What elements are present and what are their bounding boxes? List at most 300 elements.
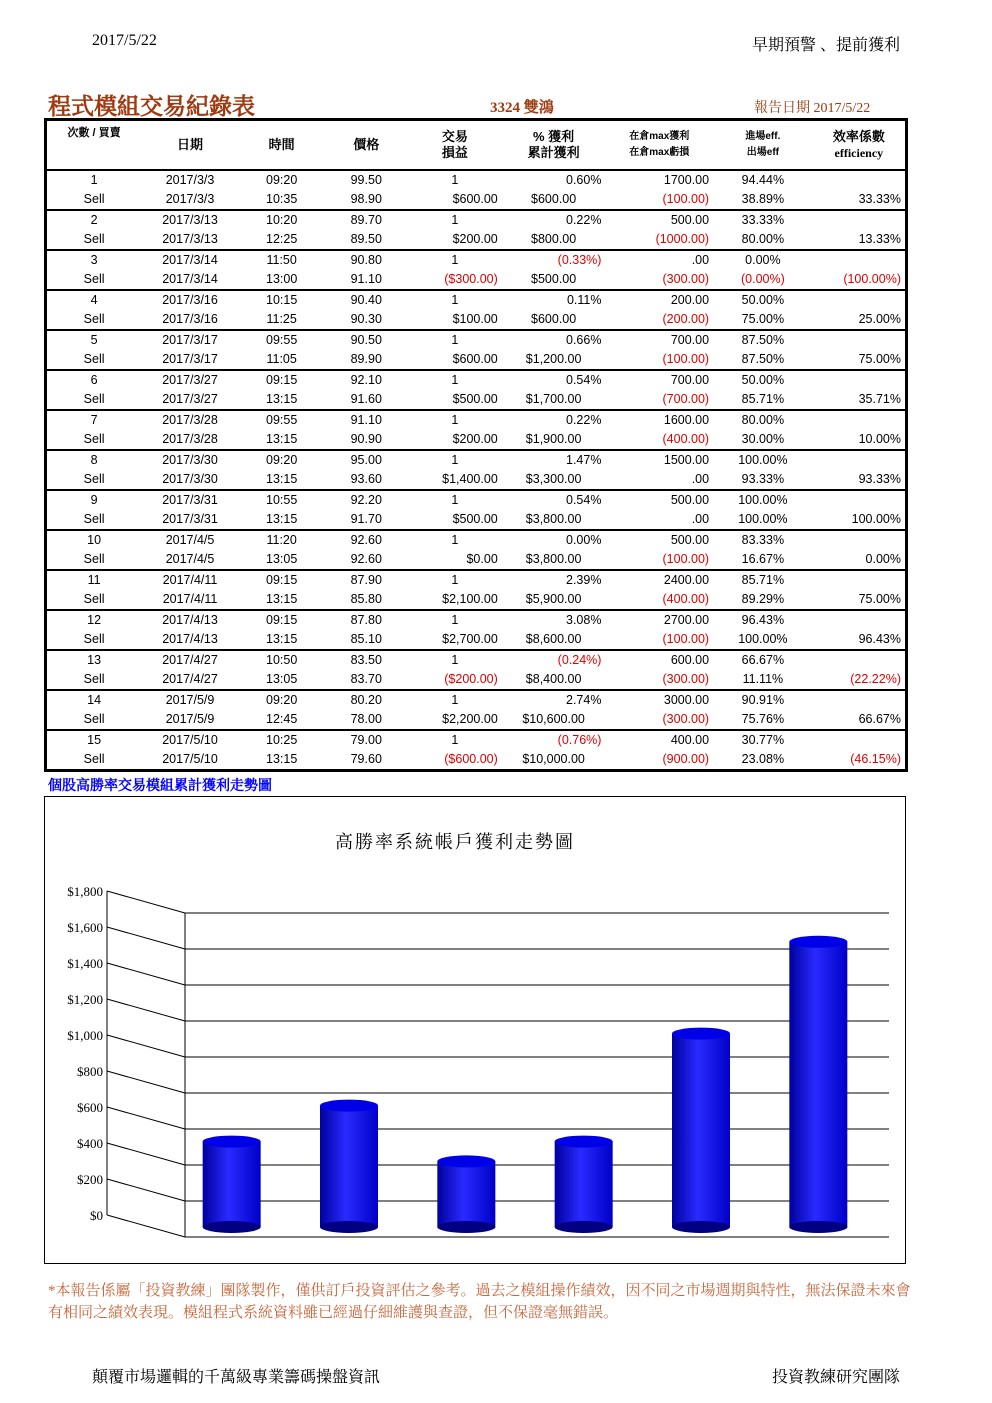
trade-pl: $2,100.00 — [442, 592, 498, 606]
exit-price: 90.90 — [350, 432, 382, 446]
grid-perspective-line — [107, 1107, 185, 1129]
trade-side: Sell — [83, 552, 105, 566]
trade-side: Sell — [83, 672, 105, 686]
exit-date: 2017/3/31 — [162, 512, 218, 526]
trade-side: Sell — [83, 272, 105, 286]
entry-price: 92.20 — [350, 493, 382, 507]
max-gain: 2400.00 — [663, 573, 710, 587]
table-row — [46, 350, 907, 370]
trade-no: 13 — [87, 653, 102, 667]
entry-price: 99.50 — [350, 173, 382, 187]
trade-no: 2 — [90, 213, 98, 227]
max-loss: (300.00) — [662, 272, 710, 286]
entry-date: 2017/4/5 — [165, 533, 215, 547]
entry-time: 10:15 — [266, 293, 298, 307]
entry-eff: 33.33% — [741, 213, 785, 227]
efficiency: (100.00%) — [843, 272, 901, 286]
grid-perspective-line — [107, 1143, 185, 1165]
grid-perspective-line — [107, 927, 185, 949]
profit-pct: 2.74% — [566, 693, 602, 707]
table-row — [46, 390, 907, 410]
max-gain: 500.00 — [670, 213, 710, 227]
y-tick-label: $200 — [77, 1172, 103, 1187]
max-loss: (300.00) — [662, 712, 710, 726]
trade-no: 9 — [90, 493, 98, 507]
exit-eff: (0.00%) — [740, 272, 785, 286]
efficiency: 10.00% — [858, 432, 901, 446]
entry-time: 09:20 — [266, 693, 298, 707]
max-loss: (900.00) — [662, 752, 710, 766]
exit-date: 2017/3/13 — [162, 232, 218, 246]
entry-price: 90.80 — [350, 253, 382, 267]
trade-no: 8 — [90, 453, 98, 467]
exit-eff: 85.71% — [741, 392, 785, 406]
trade-no: 3 — [90, 253, 98, 267]
entry-date: 2017/3/16 — [162, 293, 218, 307]
max-loss: .00 — [691, 512, 710, 526]
exit-time: 13:15 — [266, 632, 298, 646]
efficiency: 75.00% — [858, 352, 901, 366]
max-gain: 400.00 — [670, 733, 710, 747]
max-gain: 3000.00 — [663, 693, 710, 707]
exit-eff: 87.50% — [741, 352, 785, 366]
trade-no: 5 — [90, 333, 98, 347]
col-date: 日期 — [177, 137, 204, 152]
profit-pct: (0.33%) — [557, 253, 602, 267]
table-row — [46, 570, 907, 590]
entry-date: 2017/4/11 — [162, 573, 218, 587]
table-header — [46, 120, 907, 171]
entry-price: 83.50 — [350, 653, 382, 667]
exit-eff: 75.76% — [741, 712, 785, 726]
table-row — [46, 230, 907, 250]
trade-side: Sell — [83, 392, 105, 406]
table-row — [46, 550, 907, 570]
y-tick-label: $0 — [90, 1208, 103, 1223]
bar — [320, 1100, 378, 1233]
col-price: 價格 — [353, 137, 380, 152]
exit-date: 2017/3/27 — [162, 392, 218, 406]
efficiency: 100.00% — [851, 512, 901, 526]
chart-title: 高勝率系統帳戶獲利走勢圖 — [335, 832, 575, 853]
table-row — [46, 210, 907, 230]
entry-price: 95.00 — [350, 453, 382, 467]
exit-price: 85.80 — [350, 592, 382, 606]
profit-pct: 2.39% — [566, 573, 602, 587]
exit-eff: 100.00% — [738, 632, 788, 646]
exit-price: 89.50 — [350, 232, 382, 246]
table-row — [46, 190, 907, 210]
cumulative-profit: $3,800.00 — [525, 552, 582, 566]
exit-time: 13:15 — [266, 592, 298, 606]
entry-eff: 30.77% — [741, 733, 785, 747]
exit-eff: 100.00% — [738, 512, 788, 526]
grid-perspective-line — [107, 1071, 185, 1093]
trade-qty: 1 — [451, 733, 459, 747]
grid-perspective-line — [107, 1035, 185, 1057]
exit-time: 13:05 — [266, 672, 298, 686]
entry-date: 2017/3/13 — [162, 213, 218, 227]
exit-time: 12:25 — [266, 232, 298, 246]
exit-eff: 38.89% — [741, 192, 785, 206]
profit-pct: 0.22% — [566, 413, 602, 427]
y-tick-label: $1,800 — [67, 884, 103, 899]
trade-side: Sell — [83, 312, 105, 326]
efficiency: 96.43% — [858, 632, 901, 646]
profit-pct: 0.60% — [566, 173, 602, 187]
table-row — [46, 330, 907, 350]
max-gain: 1600.00 — [663, 413, 710, 427]
max-loss: (1000.00) — [655, 232, 710, 246]
trade-pl: $0.00 — [466, 552, 498, 566]
entry-time: 09:55 — [266, 413, 298, 427]
table-row — [46, 630, 907, 650]
y-tick-label: $400 — [77, 1136, 103, 1151]
entry-eff: 50.00% — [741, 293, 785, 307]
entry-eff: 83.33% — [741, 533, 785, 547]
report-date: 報告日期 2017/5/22 — [754, 101, 871, 116]
cumulative-profit: $1,200.00 — [525, 352, 582, 366]
grid-perspective-line — [107, 1215, 185, 1237]
trade-qty: 1 — [451, 613, 459, 627]
exit-price: 91.70 — [350, 512, 382, 526]
max-gain: 500.00 — [670, 493, 710, 507]
profit-pct: 0.11% — [566, 293, 602, 307]
y-tick-label: $1,000 — [67, 1028, 103, 1043]
profit-pct: 0.54% — [566, 373, 602, 387]
table-row — [46, 170, 907, 190]
entry-time: 09:15 — [266, 613, 298, 627]
entry-date: 2017/3/30 — [162, 453, 218, 467]
max-gain: 700.00 — [670, 333, 710, 347]
table-row — [46, 650, 907, 670]
trade-pl: $600.00 — [452, 352, 498, 366]
exit-time: 13:15 — [266, 512, 298, 526]
efficiency: 93.33% — [858, 472, 901, 486]
trade-pl: $100.00 — [452, 312, 498, 326]
exit-eff: 75.00% — [741, 312, 785, 326]
entry-price: 87.80 — [350, 613, 382, 627]
table-row — [46, 450, 907, 470]
entry-time: 09:20 — [266, 453, 298, 467]
trade-qty: 1 — [451, 173, 459, 187]
y-tick-label: $1,600 — [67, 920, 103, 935]
entry-date: 2017/3/27 — [162, 373, 218, 387]
trade-side: Sell — [83, 472, 105, 486]
col-efficiency: 效率係數 efficiency — [832, 129, 885, 160]
exit-date: 2017/3/17 — [162, 352, 218, 366]
table-row — [46, 710, 907, 730]
trade-side: Sell — [83, 712, 105, 726]
max-gain: 500.00 — [670, 533, 710, 547]
entry-date: 2017/3/28 — [162, 413, 218, 427]
footer-left: 顛覆市場邏輯的千萬級專業籌碼操盤資訊 — [92, 1369, 381, 1386]
max-gain: 600.00 — [670, 653, 710, 667]
max-loss: (100.00) — [662, 552, 710, 566]
bar — [555, 1136, 613, 1233]
exit-eff: 23.08% — [741, 752, 785, 766]
blank-cell — [813, 450, 907, 470]
exit-time: 13:15 — [266, 472, 298, 486]
entry-time: 10:50 — [266, 653, 298, 667]
efficiency: 33.33% — [858, 192, 901, 206]
trade-pl: $200.00 — [452, 232, 498, 246]
trade-no: 7 — [90, 413, 98, 427]
table-row — [46, 270, 907, 290]
table-row — [46, 690, 907, 710]
header-slogan: 早期預警 、提前獲利 — [751, 37, 900, 54]
trade-no: 12 — [87, 613, 102, 627]
y-tick-label: $600 — [77, 1100, 103, 1115]
blank-cell — [813, 250, 907, 270]
blank-cell — [813, 650, 907, 670]
col-max: 在倉max獲利 在倉max虧損 — [629, 131, 690, 158]
max-loss: (400.00) — [662, 592, 710, 606]
table-row — [46, 670, 907, 690]
cumulative-profit: $8,400.00 — [525, 672, 582, 686]
grid-perspective-line — [107, 999, 185, 1021]
blank-cell — [813, 410, 907, 430]
grid-perspective-line — [107, 963, 185, 985]
max-loss: (400.00) — [662, 432, 710, 446]
header-date: 2017/5/22 — [92, 32, 157, 49]
trade-pl: ($300.00) — [444, 272, 498, 286]
trade-pl: $600.00 — [452, 192, 498, 206]
cumulative-profit: $600.00 — [531, 192, 577, 206]
max-loss: .00 — [691, 472, 710, 486]
chart-heading: 個股高勝率交易模組累計獲利走勢圖 — [48, 778, 272, 794]
table-row — [46, 370, 907, 390]
trade-pl: ($200.00) — [444, 672, 498, 686]
trade-side: Sell — [83, 432, 105, 446]
entry-date: 2017/3/3 — [165, 173, 215, 187]
cumulative-profit: $10,600.00 — [522, 712, 585, 726]
exit-price: 78.00 — [350, 712, 382, 726]
table-row — [46, 430, 907, 450]
trade-pl: ($600.00) — [444, 752, 498, 766]
y-tick-label: $1,200 — [67, 992, 103, 1007]
cumulative-profit: $600.00 — [531, 312, 577, 326]
entry-price: 79.00 — [350, 733, 382, 747]
exit-eff: 11.11% — [742, 672, 784, 686]
profit-chart — [45, 797, 905, 1263]
exit-date: 2017/3/16 — [162, 312, 218, 326]
max-gain: 1700.00 — [663, 173, 710, 187]
blank-cell — [813, 730, 907, 750]
entry-eff: 90.91% — [741, 693, 785, 707]
trade-qty: 1 — [451, 453, 459, 467]
blank-cell — [813, 210, 907, 230]
trade-pl: $200.00 — [452, 432, 498, 446]
max-gain: 700.00 — [670, 373, 710, 387]
entry-time: 10:25 — [266, 733, 298, 747]
exit-time: 13:15 — [266, 752, 298, 766]
cumulative-profit: $800.00 — [531, 232, 577, 246]
profit-pct: 0.54% — [566, 493, 602, 507]
entry-time: 09:20 — [266, 173, 298, 187]
trade-side: Sell — [83, 352, 105, 366]
trade-no: 10 — [87, 533, 102, 547]
table-row — [46, 290, 907, 310]
exit-date: 2017/3/30 — [162, 472, 218, 486]
exit-date: 2017/5/9 — [165, 712, 215, 726]
profit-pct: (0.76%) — [557, 733, 602, 747]
exit-price: 93.60 — [350, 472, 382, 486]
entry-eff: 100.00% — [738, 493, 788, 507]
col-eff-in-out: 進場eff. 出場eff — [745, 131, 781, 158]
exit-date: 2017/3/3 — [165, 192, 215, 206]
efficiency: 0.00% — [865, 552, 901, 566]
table-row — [46, 490, 907, 510]
exit-price: 92.60 — [350, 552, 382, 566]
exit-eff: 30.00% — [741, 432, 785, 446]
trade-no: 14 — [87, 693, 102, 707]
entry-eff: 87.50% — [741, 333, 785, 347]
exit-price: 90.30 — [350, 312, 382, 326]
trade-side: Sell — [83, 192, 105, 206]
profit-pct: (0.24%) — [557, 653, 602, 667]
table-row — [46, 410, 907, 430]
profit-pct: 1.47% — [566, 453, 602, 467]
trade-table — [44, 118, 908, 772]
y-tick-label: $1,400 — [67, 956, 103, 971]
efficiency: (22.22%) — [850, 672, 901, 686]
col-no: 次數 / 買賣 — [67, 127, 121, 139]
cumulative-profit: $8,600.00 — [525, 632, 582, 646]
chart-frame — [44, 796, 906, 1264]
bar — [437, 1155, 495, 1233]
max-gain: .00 — [691, 253, 710, 267]
trade-qty: 1 — [451, 373, 459, 387]
profit-pct: 0.66% — [566, 333, 602, 347]
bar — [789, 936, 847, 1233]
table-row — [46, 310, 907, 330]
exit-time: 10:35 — [266, 192, 298, 206]
entry-eff: 80.00% — [741, 413, 785, 427]
exit-price: 98.90 — [350, 192, 382, 206]
trade-qty: 1 — [451, 533, 459, 547]
trade-side: Sell — [83, 232, 105, 246]
exit-date: 2017/4/5 — [165, 552, 215, 566]
table-row — [46, 730, 907, 750]
trade-qty: 1 — [451, 333, 459, 347]
entry-date: 2017/3/14 — [162, 253, 218, 267]
exit-time: 13:15 — [266, 432, 298, 446]
cumulative-profit: $5,900.00 — [525, 592, 582, 606]
efficiency: 13.33% — [858, 232, 901, 246]
efficiency: 75.00% — [858, 592, 901, 606]
exit-price: 85.10 — [350, 632, 382, 646]
trade-qty: 1 — [451, 413, 459, 427]
entry-price: 92.60 — [350, 533, 382, 547]
table-row — [46, 470, 907, 490]
entry-time: 11:20 — [266, 533, 297, 547]
exit-date: 2017/3/28 — [162, 432, 218, 446]
table-row — [46, 510, 907, 530]
entry-date: 2017/5/10 — [162, 733, 218, 747]
table-row — [46, 590, 907, 610]
exit-price: 83.70 — [350, 672, 382, 686]
entry-eff: 85.71% — [741, 573, 785, 587]
exit-price: 91.10 — [350, 272, 382, 286]
efficiency: 25.00% — [858, 312, 901, 326]
max-loss: (200.00) — [662, 312, 710, 326]
efficiency: 66.67% — [858, 712, 901, 726]
entry-time: 10:55 — [266, 493, 298, 507]
cumulative-profit: $1,900.00 — [525, 432, 582, 446]
trade-qty: 1 — [451, 493, 459, 507]
exit-date: 2017/4/13 — [162, 632, 218, 646]
cumulative-profit: $3,300.00 — [525, 472, 582, 486]
trade-no: 11 — [87, 573, 101, 587]
footer-right: 投資教練研究團隊 — [771, 1369, 900, 1386]
entry-date: 2017/3/17 — [162, 333, 218, 347]
entry-time: 09:55 — [266, 333, 298, 347]
table-row — [46, 750, 907, 771]
profit-pct: 0.00% — [566, 533, 602, 547]
exit-time: 13:05 — [266, 552, 298, 566]
trade-side: Sell — [83, 752, 105, 766]
trade-no: 4 — [90, 293, 98, 307]
max-gain: 2700.00 — [663, 613, 710, 627]
y-tick-label: $800 — [77, 1064, 103, 1079]
entry-eff: 50.00% — [741, 373, 785, 387]
cumulative-profit: $3,800.00 — [525, 512, 582, 526]
exit-date: 2017/5/10 — [162, 752, 218, 766]
col-pct: % 獲利 累計獲利 — [527, 129, 580, 160]
entry-date: 2017/4/27 — [162, 653, 218, 667]
exit-date: 2017/4/27 — [162, 672, 218, 686]
blank-cell — [813, 690, 907, 710]
entry-price: 80.20 — [350, 693, 382, 707]
exit-time: 11:25 — [266, 312, 297, 326]
blank-cell — [813, 170, 907, 190]
exit-eff: 89.29% — [741, 592, 785, 606]
trade-side: Sell — [83, 512, 105, 526]
exit-time: 12:45 — [266, 712, 298, 726]
cumulative-profit: $500.00 — [531, 272, 577, 286]
entry-date: 2017/4/13 — [162, 613, 218, 627]
entry-time: 09:15 — [266, 573, 298, 587]
max-loss: (300.00) — [662, 672, 710, 686]
entry-time: 09:15 — [266, 373, 298, 387]
blank-cell — [813, 490, 907, 510]
max-loss: (100.00) — [662, 352, 710, 366]
cumulative-profit: $10,000.00 — [522, 752, 585, 766]
entry-price: 90.40 — [350, 293, 382, 307]
page-title: 程式模組交易紀錄表 — [48, 94, 255, 119]
exit-time: 11:05 — [266, 352, 297, 366]
blank-cell — [813, 570, 907, 590]
trade-qty: 1 — [451, 693, 459, 707]
max-loss: (100.00) — [662, 632, 710, 646]
blank-cell — [813, 330, 907, 350]
entry-eff: 94.44% — [741, 173, 785, 187]
exit-eff: 93.33% — [741, 472, 785, 486]
table-row — [46, 610, 907, 630]
entry-eff: 100.00% — [738, 453, 788, 467]
exit-price: 79.60 — [350, 752, 382, 766]
trade-pl: $500.00 — [452, 512, 498, 526]
exit-time: 13:15 — [266, 392, 298, 406]
trade-qty: 1 — [451, 653, 459, 667]
entry-eff: 96.43% — [741, 613, 785, 627]
trade-qty: 1 — [451, 573, 459, 587]
table-row — [46, 530, 907, 550]
entry-price: 89.70 — [350, 213, 382, 227]
blank-cell — [813, 530, 907, 550]
blank-cell — [813, 610, 907, 630]
